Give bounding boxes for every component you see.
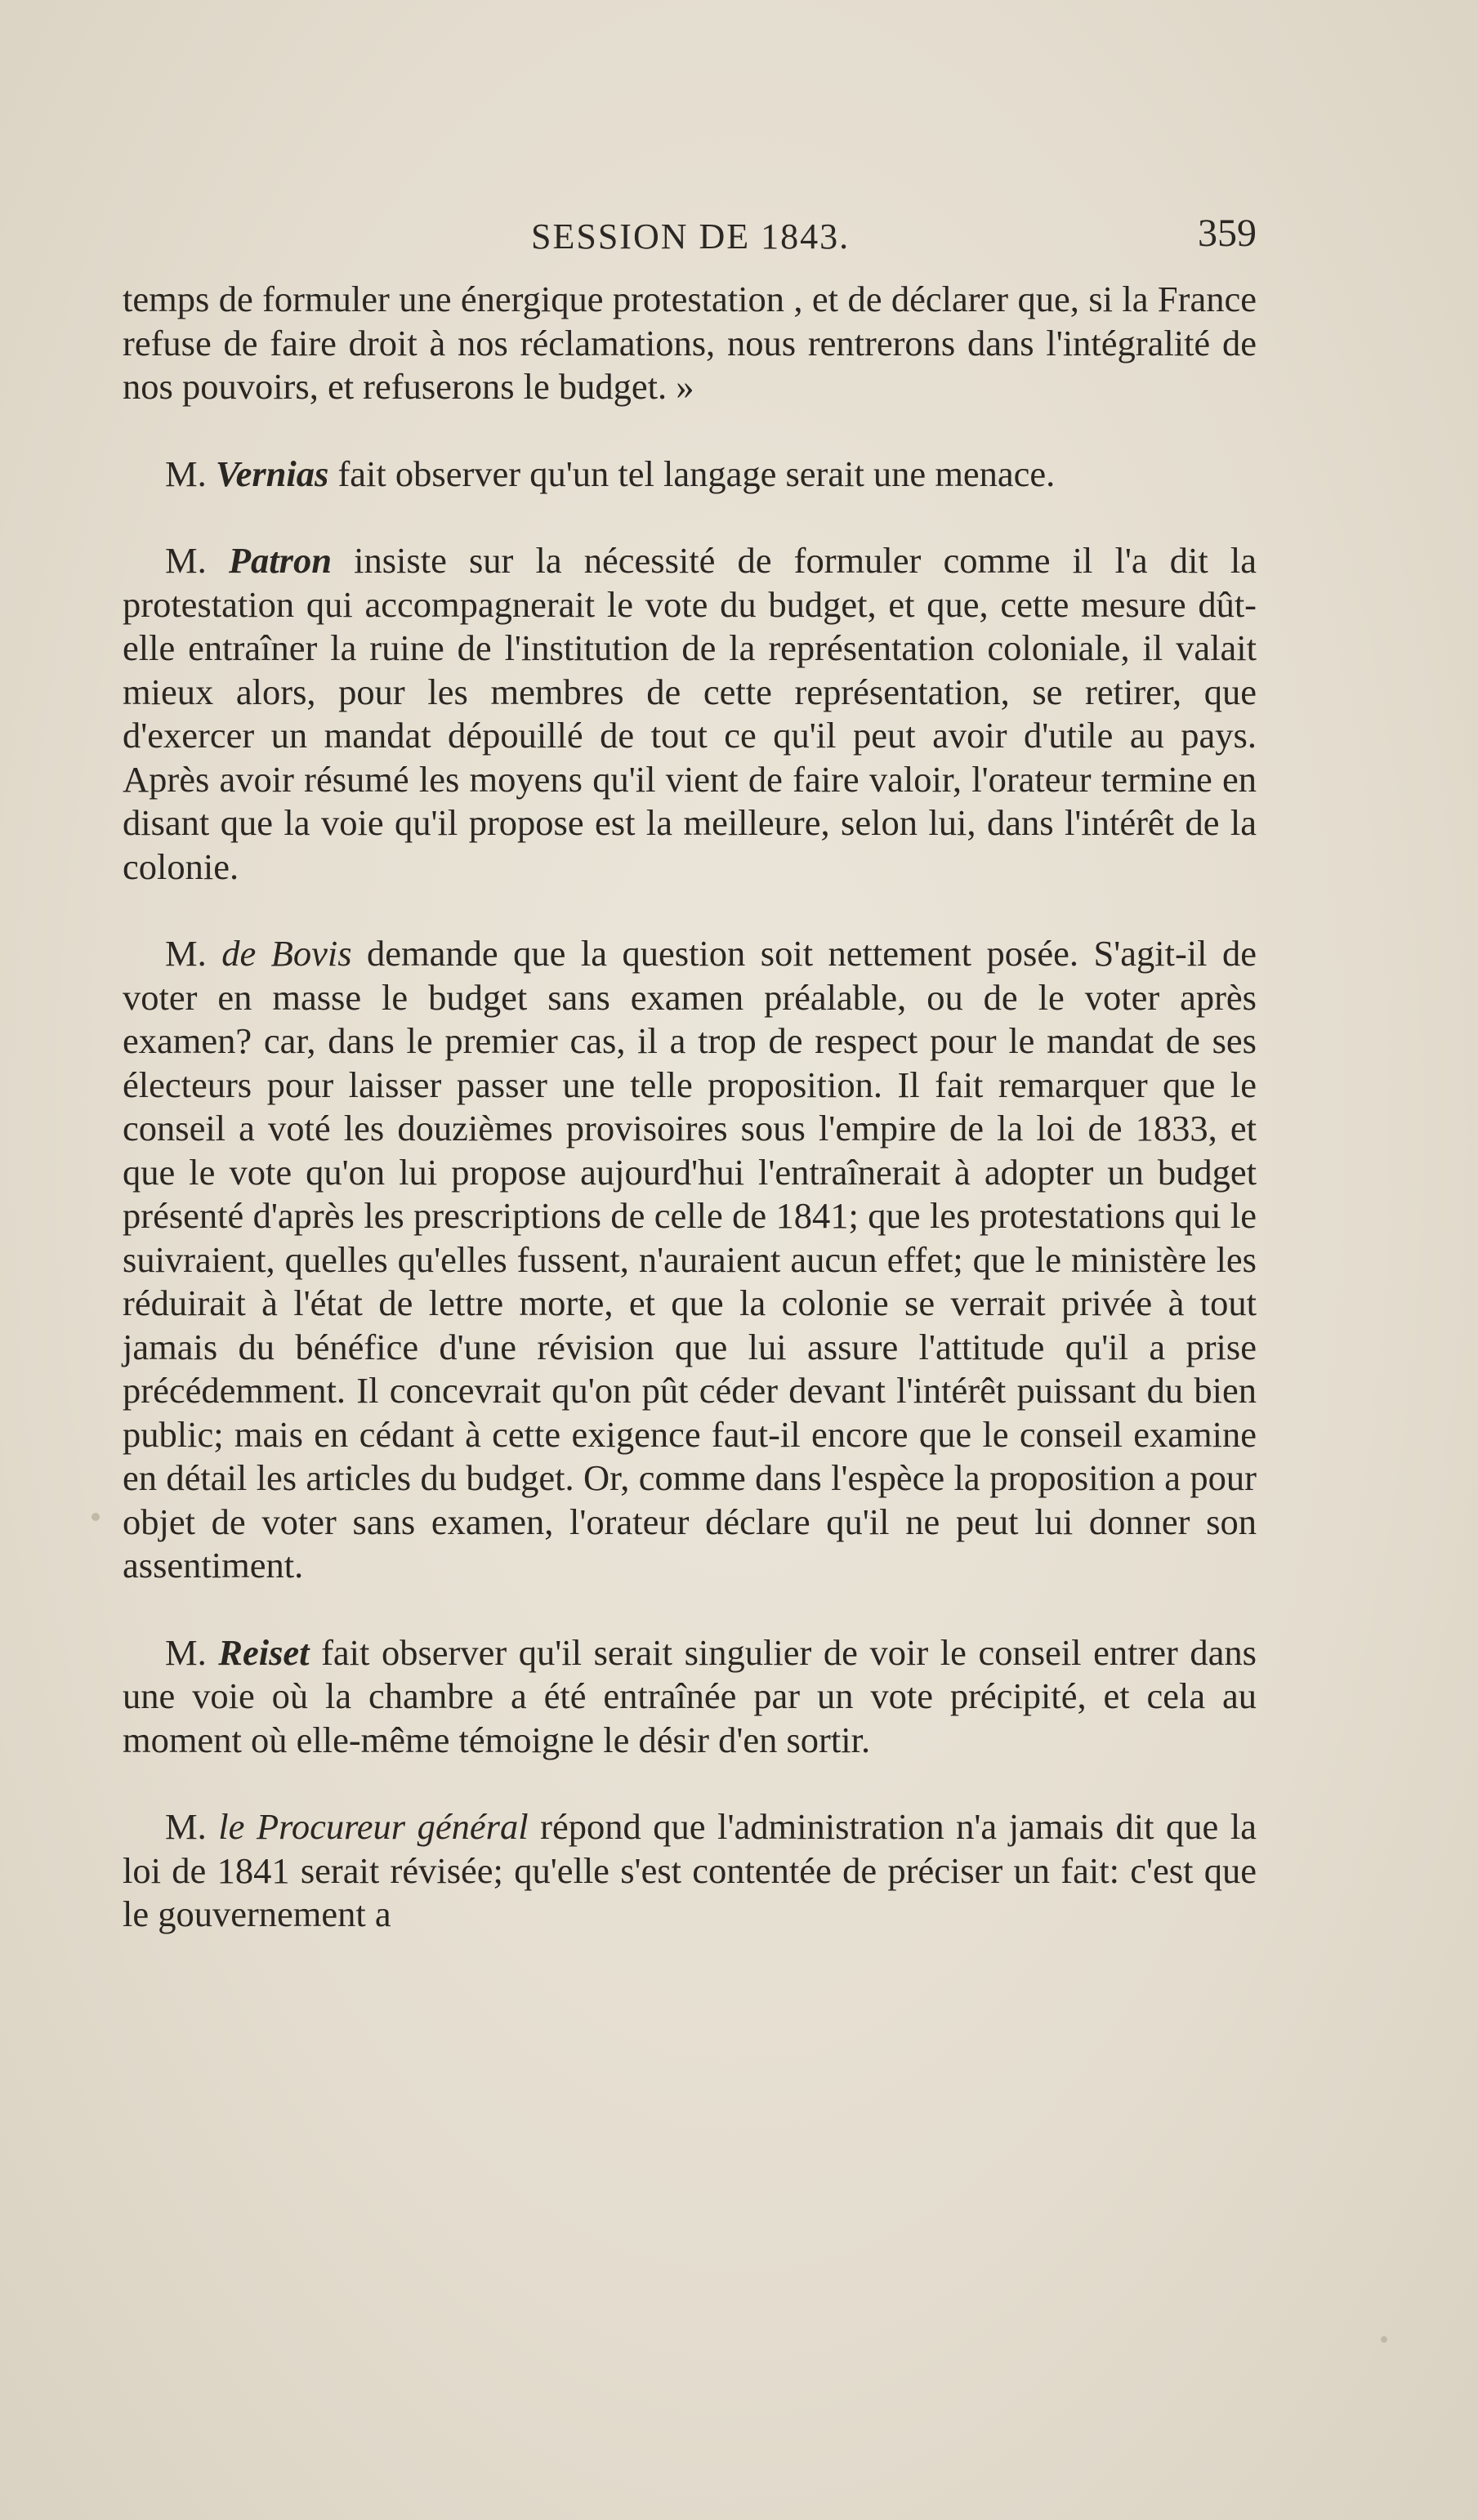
speaker-name: Reiset: [218, 1631, 310, 1673]
paragraph-procureur: [123, 1805, 1257, 1937]
speaker-name: le Procureur général: [218, 1806, 529, 1847]
speaker-prefix: M.: [165, 1806, 219, 1847]
paragraph-reiset: [123, 1631, 1257, 1763]
speaker-prefix: M.: [165, 933, 222, 974]
page-number: 359: [1198, 212, 1257, 255]
paragraph-vernias: [123, 453, 1257, 497]
paragraph-continuation: [123, 278, 1257, 409]
speaker-name: Vernias: [215, 453, 329, 494]
paragraph-text: répond que l'administration n'a jamais dit que la loi de 1841 serait révisée; qu'elle s'est contentée de préciser un fait: c'est que le gouvernement a: [123, 1806, 1257, 1934]
paragraph-text: insiste sur la nécessité de formuler comme il l'a dit la protestation qui accompagnerait le vote du budget, et que, cette mesure dût-elle entraîner la ruine de l'institution de la représentation coloniale, il valait mieux alors, pour les membres de cette représentation, se retirer, que d'exercer un mandat dépouillé de tout ce qu'il peut avoir d'utile au pays. Après avoir résumé les moyens qu'il vient de faire valoir, l'orateur termine en disant que la voie qu'il propose est la meilleure, selon lui, dans l'intérêt de la colonie.: [123, 540, 1257, 887]
paragraph-text: temps de formuler une énergique protestation , et de déclarer que, si la France refuse de faire droit à nos réclamations, nous rentrerons dans l'intégralité de nos pouvoirs, et refuserons le budget. »: [123, 279, 1257, 407]
speaker-prefix: M.: [165, 540, 229, 581]
paragraph-text: fait observer qu'il serait singulier de voir le conseil entrer dans une voie où la chambre a été entraînée par un vote précipité, et cela au moment où elle-même témoigne le désir d'en sortir.: [123, 1631, 1257, 1760]
paragraph-de-bovis: [123, 932, 1257, 1588]
speaker-name: de Bovis: [221, 933, 352, 974]
speaker-name: Patron: [228, 540, 332, 581]
paragraph-text: fait observer qu'un tel langage serait une menace.: [328, 453, 1056, 494]
paragraph-text: demande que la question soit nettement posée. S'agit-il de voter en masse le budget sans examen préalable, ou de le voter après examen? car, dans le premier cas, il a trop de respect pour le mandat de ses électeurs pour laisser passer une telle proposition. Il fait remarquer que le conseil a voté les douzièmes provisoires sous l'empire de la loi de 1833, et que le vote qu'on lui propose aujourd'hui l'entraînerait à adopter un budget présenté d'après les prescriptions de celle de 1841; que les protestations qui le suivraient, quelles qu'elles fussent, n'auraient aucun effet; que le ministère les réduirait à l'état de lettre morte, et que la colonie se verrait privée à tout jamais du bénéfice d'une révision que lui assure l'attitude qu'il a prise précédemment. Il concevrait qu'on pût céder devant l'intérêt puissant du bien public; mais en cédant à cette exigence faut-il encore que le conseil examine en détail les articles du budget. Or, comme dans l'espèce la proposition a pour objet de voter sans examen, l'orateur déclare qu'il ne peut lui donner son assentiment.: [123, 933, 1257, 1586]
body-text: [123, 278, 1257, 1937]
paper-speck: [1381, 2336, 1387, 2343]
speaker-prefix: M.: [165, 1631, 219, 1673]
running-title: SESSION DE 1843.: [531, 216, 851, 256]
running-head: [123, 211, 1257, 260]
paragraph-patron: [123, 539, 1257, 889]
speaker-prefix: M.: [165, 453, 216, 494]
paper-speck: [92, 1513, 100, 1521]
